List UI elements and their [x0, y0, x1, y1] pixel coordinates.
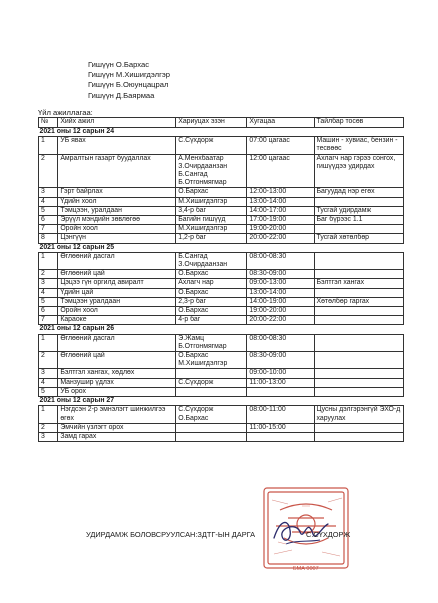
- row-note: [314, 432, 404, 441]
- day-heading-row: [39, 243, 404, 252]
- row-time: 20:00-22:00: [247, 316, 314, 325]
- row-responsible: Ахлагч нар: [176, 279, 247, 288]
- row-number: 3: [39, 432, 58, 441]
- row-responsible: А.Менхбаатар З.Очирдаанзан Б.Сангад Б.Отгонмягмар: [176, 154, 247, 188]
- row-activity: Оройн хоол: [58, 225, 176, 234]
- row-time: 11:00-13:00: [247, 378, 314, 387]
- row-responsible: О.Бархас: [176, 307, 247, 316]
- row-activity: Үдийн хоол: [58, 197, 176, 206]
- table-row: [39, 423, 404, 432]
- row-time: 07:00 цагаас: [247, 137, 314, 154]
- row-time: [247, 432, 314, 441]
- row-note: Тусгай хөтөлбөр: [314, 234, 404, 243]
- row-number: 5: [39, 297, 58, 306]
- row-responsible: О.Бархас: [176, 288, 247, 297]
- row-time: 08:00-11:00: [247, 406, 314, 423]
- row-activity: Нэгдсэн 2-р эмнэлэгт шинжилгээ өгөх: [58, 406, 176, 423]
- row-responsible: О.Бархас: [176, 188, 247, 197]
- table-row: [39, 432, 404, 441]
- row-note: [314, 378, 404, 387]
- row-number: 2: [39, 352, 58, 369]
- row-number: 1: [39, 252, 58, 269]
- row-responsible: [176, 432, 247, 441]
- row-activity: Эрүүл мэндийн зөвлөгөө: [58, 216, 176, 225]
- footer-approver-title: УДИРДАМЖ БОЛОВСРУУЛСАН:ЗДТГ-ЫН ДАРГА: [86, 530, 256, 539]
- day-heading-row: [39, 325, 404, 334]
- row-note: [314, 197, 404, 206]
- row-time: 08:30-09:00: [247, 352, 314, 369]
- row-number: 1: [39, 406, 58, 423]
- member-line: Гишүүн О.Бархас: [88, 60, 150, 69]
- row-number: 5: [39, 206, 58, 215]
- day-heading: 2021 оны 12 сарын 26: [39, 325, 404, 334]
- schedule-body: [39, 118, 404, 442]
- table-row: [39, 234, 404, 243]
- footer-approver-name: С.СҮХДОРЖ: [306, 530, 351, 539]
- row-activity: Тэмцээн уралдаан: [58, 297, 176, 306]
- row-number: 4: [39, 288, 58, 297]
- member-line: Гишүүн Д.Баярмаа: [88, 90, 155, 100]
- day-heading-row: [39, 128, 404, 137]
- table-row: [39, 352, 404, 369]
- table-row: [39, 406, 404, 423]
- table-row: [39, 334, 404, 351]
- row-time: 09:00-13:00: [247, 279, 314, 288]
- row-activity: Тэмцээн, уралдаан: [58, 206, 176, 215]
- header-note: Тайлбар тосөв: [314, 118, 404, 128]
- row-activity: Эмчийн үзлэгт орох: [58, 423, 176, 432]
- row-note: [314, 252, 404, 269]
- row-number: 1: [39, 334, 58, 351]
- row-responsible: С.Сүхдорж: [176, 137, 247, 154]
- table-row: [39, 297, 404, 306]
- table-row: [39, 288, 404, 297]
- table-row: [39, 270, 404, 279]
- table-row: [39, 216, 404, 225]
- table-row: [39, 279, 404, 288]
- row-note: Багуудад нэр егөх: [314, 188, 404, 197]
- row-number: 2: [39, 423, 58, 432]
- row-time: 20:00-22:00: [247, 234, 314, 243]
- table-row: [39, 307, 404, 316]
- table-row: [39, 369, 404, 378]
- row-responsible: [176, 423, 247, 432]
- row-responsible: [176, 387, 247, 396]
- row-note: Хөтөлбөр гаргах: [314, 297, 404, 306]
- row-responsible: М.Хишигдэлгэр: [176, 225, 247, 234]
- row-responsible: Э.Жамц Б.Отгонмягмар: [176, 334, 247, 351]
- header-row: [39, 118, 404, 128]
- member-line: Гишүүн Б.Оюунцацрал: [88, 80, 169, 90]
- header-time: Хугацаа: [247, 118, 314, 128]
- header-responsible: Хариуцах эзэн: [176, 118, 247, 128]
- row-time: 13:00-14:00: [247, 288, 314, 297]
- row-responsible: Багийн гишүүд: [176, 216, 247, 225]
- row-time: 17:00-19:00: [247, 216, 314, 225]
- table-row: [39, 154, 404, 188]
- member-line: Гишүүн М.Хишигдэлгэр: [88, 70, 170, 80]
- row-activity: Бэлтгэл хангах, хөдлөх: [58, 369, 176, 378]
- row-number: 8: [39, 234, 58, 243]
- row-number: 4: [39, 197, 58, 206]
- row-time: 08:00-08:30: [247, 252, 314, 269]
- row-note: [314, 316, 404, 325]
- table-row: [39, 252, 404, 269]
- row-number: 3: [39, 369, 58, 378]
- row-responsible: 1,2-р баг: [176, 234, 247, 243]
- table-row: [39, 206, 404, 215]
- row-time: 09:00-10:00: [247, 369, 314, 378]
- footer: [86, 530, 351, 539]
- row-number: 2: [39, 270, 58, 279]
- stamp-text: БМА 0007: [293, 566, 319, 572]
- row-time: 13:00-14:00: [247, 197, 314, 206]
- row-activity: Караоке: [58, 316, 176, 325]
- section-title: Үйл ажиллагаа:: [38, 108, 93, 117]
- table-row: [39, 387, 404, 396]
- row-responsible: С.Сүхдорж О.Бархас: [176, 406, 247, 423]
- table-row: [39, 197, 404, 206]
- row-time: 19:00-20:00: [247, 225, 314, 234]
- row-note: [314, 225, 404, 234]
- row-time: [247, 387, 314, 396]
- row-number: 7: [39, 316, 58, 325]
- row-activity: УБ орох: [58, 387, 176, 396]
- header-activity: Хийх ажил: [58, 118, 176, 128]
- row-activity: Амралтын газарт буудаллах: [58, 154, 176, 188]
- table-row: [39, 225, 404, 234]
- row-time: 08:30-09:00: [247, 270, 314, 279]
- row-activity: УБ явах: [58, 137, 176, 154]
- row-responsible: О.Бархас: [176, 270, 247, 279]
- row-number: 4: [39, 378, 58, 387]
- row-note: [314, 334, 404, 351]
- day-heading: 2021 оны 12 сарын 25: [39, 243, 404, 252]
- row-note: Баг бүрээс 1.1: [314, 216, 404, 225]
- row-time: 08:00-08:30: [247, 334, 314, 351]
- row-responsible: 4-р баг: [176, 316, 247, 325]
- header-number: №: [39, 118, 58, 128]
- row-time: 14:00-17:00: [247, 206, 314, 215]
- row-time: 12:00 цагаас: [247, 154, 314, 188]
- row-note: Бэлтгэл хангах: [314, 279, 404, 288]
- row-responsible: С.Сүхдорж: [176, 378, 247, 387]
- row-note: [314, 288, 404, 297]
- table-row: [39, 188, 404, 197]
- table-row: [39, 316, 404, 325]
- row-note: [314, 307, 404, 316]
- row-note: Ахлагч нар гэрээ сонгох, гишүүдээ удирдах: [314, 154, 404, 188]
- row-responsible: 2,3-р баг: [176, 297, 247, 306]
- day-heading: 2021 оны 12 сарын 27: [39, 397, 404, 406]
- row-time: 11:00-15:00: [247, 423, 314, 432]
- row-responsible: 3,4-р баг: [176, 206, 247, 215]
- day-heading-row: [39, 397, 404, 406]
- row-activity: Оройн хоол: [58, 307, 176, 316]
- row-note: [314, 387, 404, 396]
- row-number: 7: [39, 225, 58, 234]
- day-heading: 2021 оны 12 сарын 24: [39, 128, 404, 137]
- row-activity: Замд гарах: [58, 432, 176, 441]
- row-activity: Өглөөний дасгал: [58, 334, 176, 351]
- row-activity: Манзушир үдлэх: [58, 378, 176, 387]
- schedule-table: [38, 117, 404, 442]
- row-responsible: [176, 369, 247, 378]
- row-activity: Өглөөний дасгал: [58, 252, 176, 269]
- row-note: Цусны дэлгэрэнгүй ЭХО-д харуулах: [314, 406, 404, 423]
- row-note: [314, 352, 404, 369]
- row-number: 2: [39, 154, 58, 188]
- row-number: 1: [39, 137, 58, 154]
- row-note: [314, 369, 404, 378]
- row-responsible: О.Бархас М.Хишигдэлгэр: [176, 352, 247, 369]
- row-number: 6: [39, 216, 58, 225]
- row-activity: Цэнгүүн: [58, 234, 176, 243]
- row-time: 14:00-19:00: [247, 297, 314, 306]
- members-list: [88, 60, 170, 101]
- row-activity: Цэцээ гүн оргилд авиралт: [58, 279, 176, 288]
- row-number: 6: [39, 307, 58, 316]
- row-note: [314, 423, 404, 432]
- row-time: 19:00-20:00: [247, 307, 314, 316]
- table-row: [39, 137, 404, 154]
- row-number: 5: [39, 387, 58, 396]
- table-row: [39, 378, 404, 387]
- row-activity: Гэрт байрлах: [58, 188, 176, 197]
- row-note: Тусгай удирдамж: [314, 206, 404, 215]
- row-time: 12:00-13:00: [247, 188, 314, 197]
- row-activity: Үдийн цай: [58, 288, 176, 297]
- row-number: 3: [39, 279, 58, 288]
- row-activity: Өглөөний цай: [58, 270, 176, 279]
- row-activity: Өглөөний цай: [58, 352, 176, 369]
- row-responsible: Б.Сангад З.Очирдаанзан: [176, 252, 247, 269]
- row-number: 3: [39, 188, 58, 197]
- row-responsible: М.Хишигдэлгэр: [176, 197, 247, 206]
- row-note: [314, 270, 404, 279]
- row-note: Машин - хувиас, бензин - тесвөөс: [314, 137, 404, 154]
